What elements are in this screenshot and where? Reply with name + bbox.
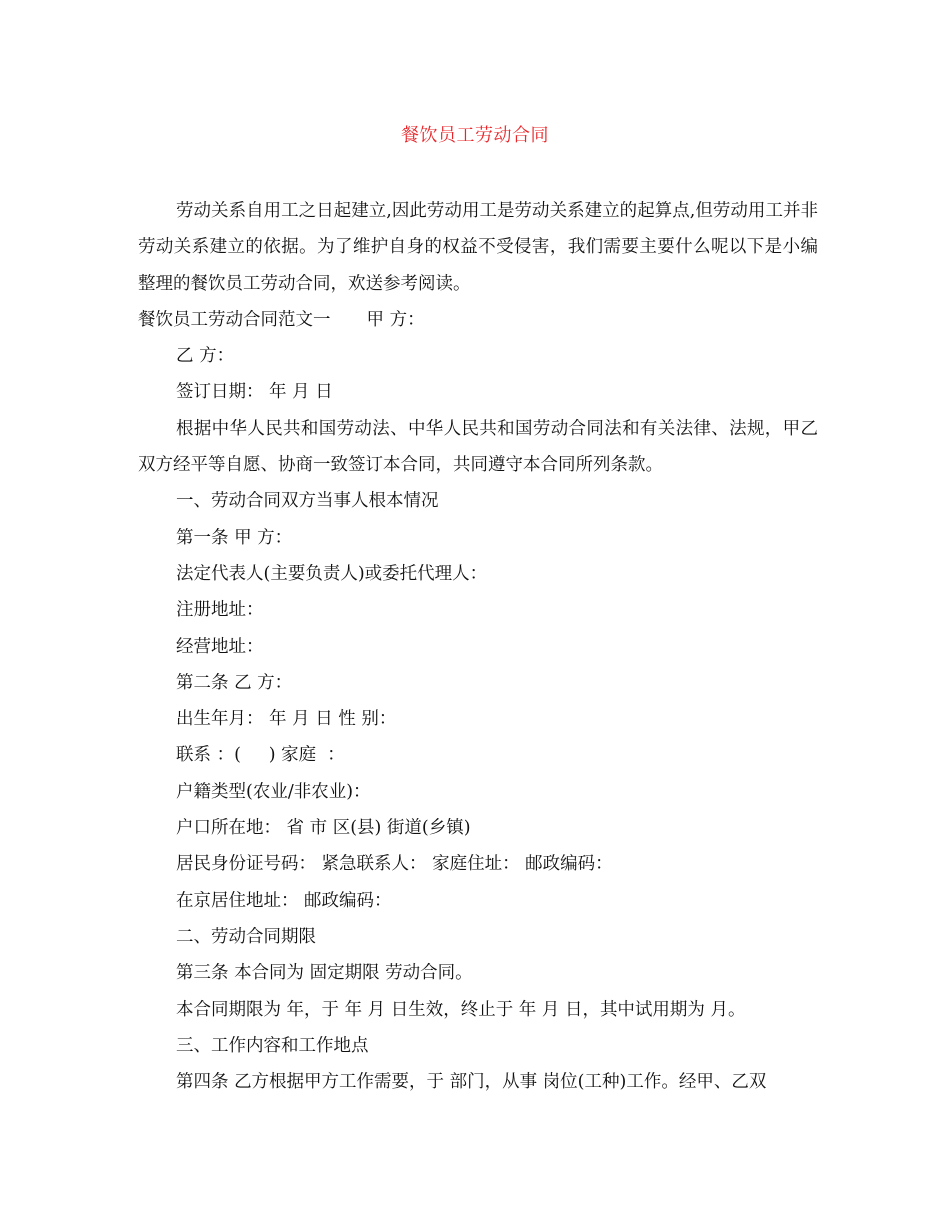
document-title: 餐饮员工劳动合同 [401,125,549,146]
section2-heading: 二、劳动合同期限 [176,926,316,947]
article3: 第三条 本合同为 固定期限 劳动合同。 [176,963,473,984]
contact: 联系 ：( ) 家庭 ： [176,745,345,766]
term: 本合同期限为 年，于 年 月 日生效，终止于 年 月 日，其中试用期为 月。 [176,999,746,1020]
article4: 第四条 乙方根据甲方工作需要，于 部门，从事 岗位(工种)工作。经甲、乙双 [176,1072,767,1093]
basis-paragraph: 根据中华人民共和国劳动法、中华人民共和国劳动合同法和有关法律、法规，甲乙双方经平等自愿、协商一致签订本合同，共同遵守本合同所列条款。 [138,418,818,476]
document-body [138,193,818,1100]
intro-paragraph: 劳动关系自用工之日起建立,因此劳动用工是劳动关系建立的起算点,但劳动用工并非劳动关系建立的依据。为了维护自身的权益不受侵害，我们需要主要什么呢以下是小编整理的餐饮员工劳动合同，欢送参考阅读。 [138,201,818,294]
id-info: 居民身份证号码： 紧急联系人： 家庭住址： 邮政编码： [176,854,613,875]
business-address: 经营地址： [176,636,264,657]
sign-date: 签订日期： 年 月 日 [176,382,333,403]
party-a-label: 甲 方： [366,309,425,330]
article2: 第二条 乙 方： [176,672,293,693]
household-type: 户籍类型(农业/非农业)： [176,781,371,802]
party-b-label: 乙 方： [176,346,235,367]
legal-rep: 法定代表人(主要负责人)或委托代理人： [176,563,488,584]
sample-heading: 餐饮员工劳动合同范文一 [138,309,331,330]
beijing-address: 在京居住地址： 邮政编码： [176,890,392,911]
section3-heading: 三、工作内容和工作地点 [176,1035,369,1056]
household-location: 户口所在地： 省 市 区(县) 街道(乡镇) [176,818,471,839]
sample-heading-line [138,302,818,338]
section1-heading: 一、劳动合同双方当事人根本情况 [176,491,439,512]
birth-gender: 出生年月： 年 月 日 性 别： [176,709,397,730]
article1: 第一条 甲 方： [176,527,293,548]
registered-address: 注册地址： [176,600,264,621]
